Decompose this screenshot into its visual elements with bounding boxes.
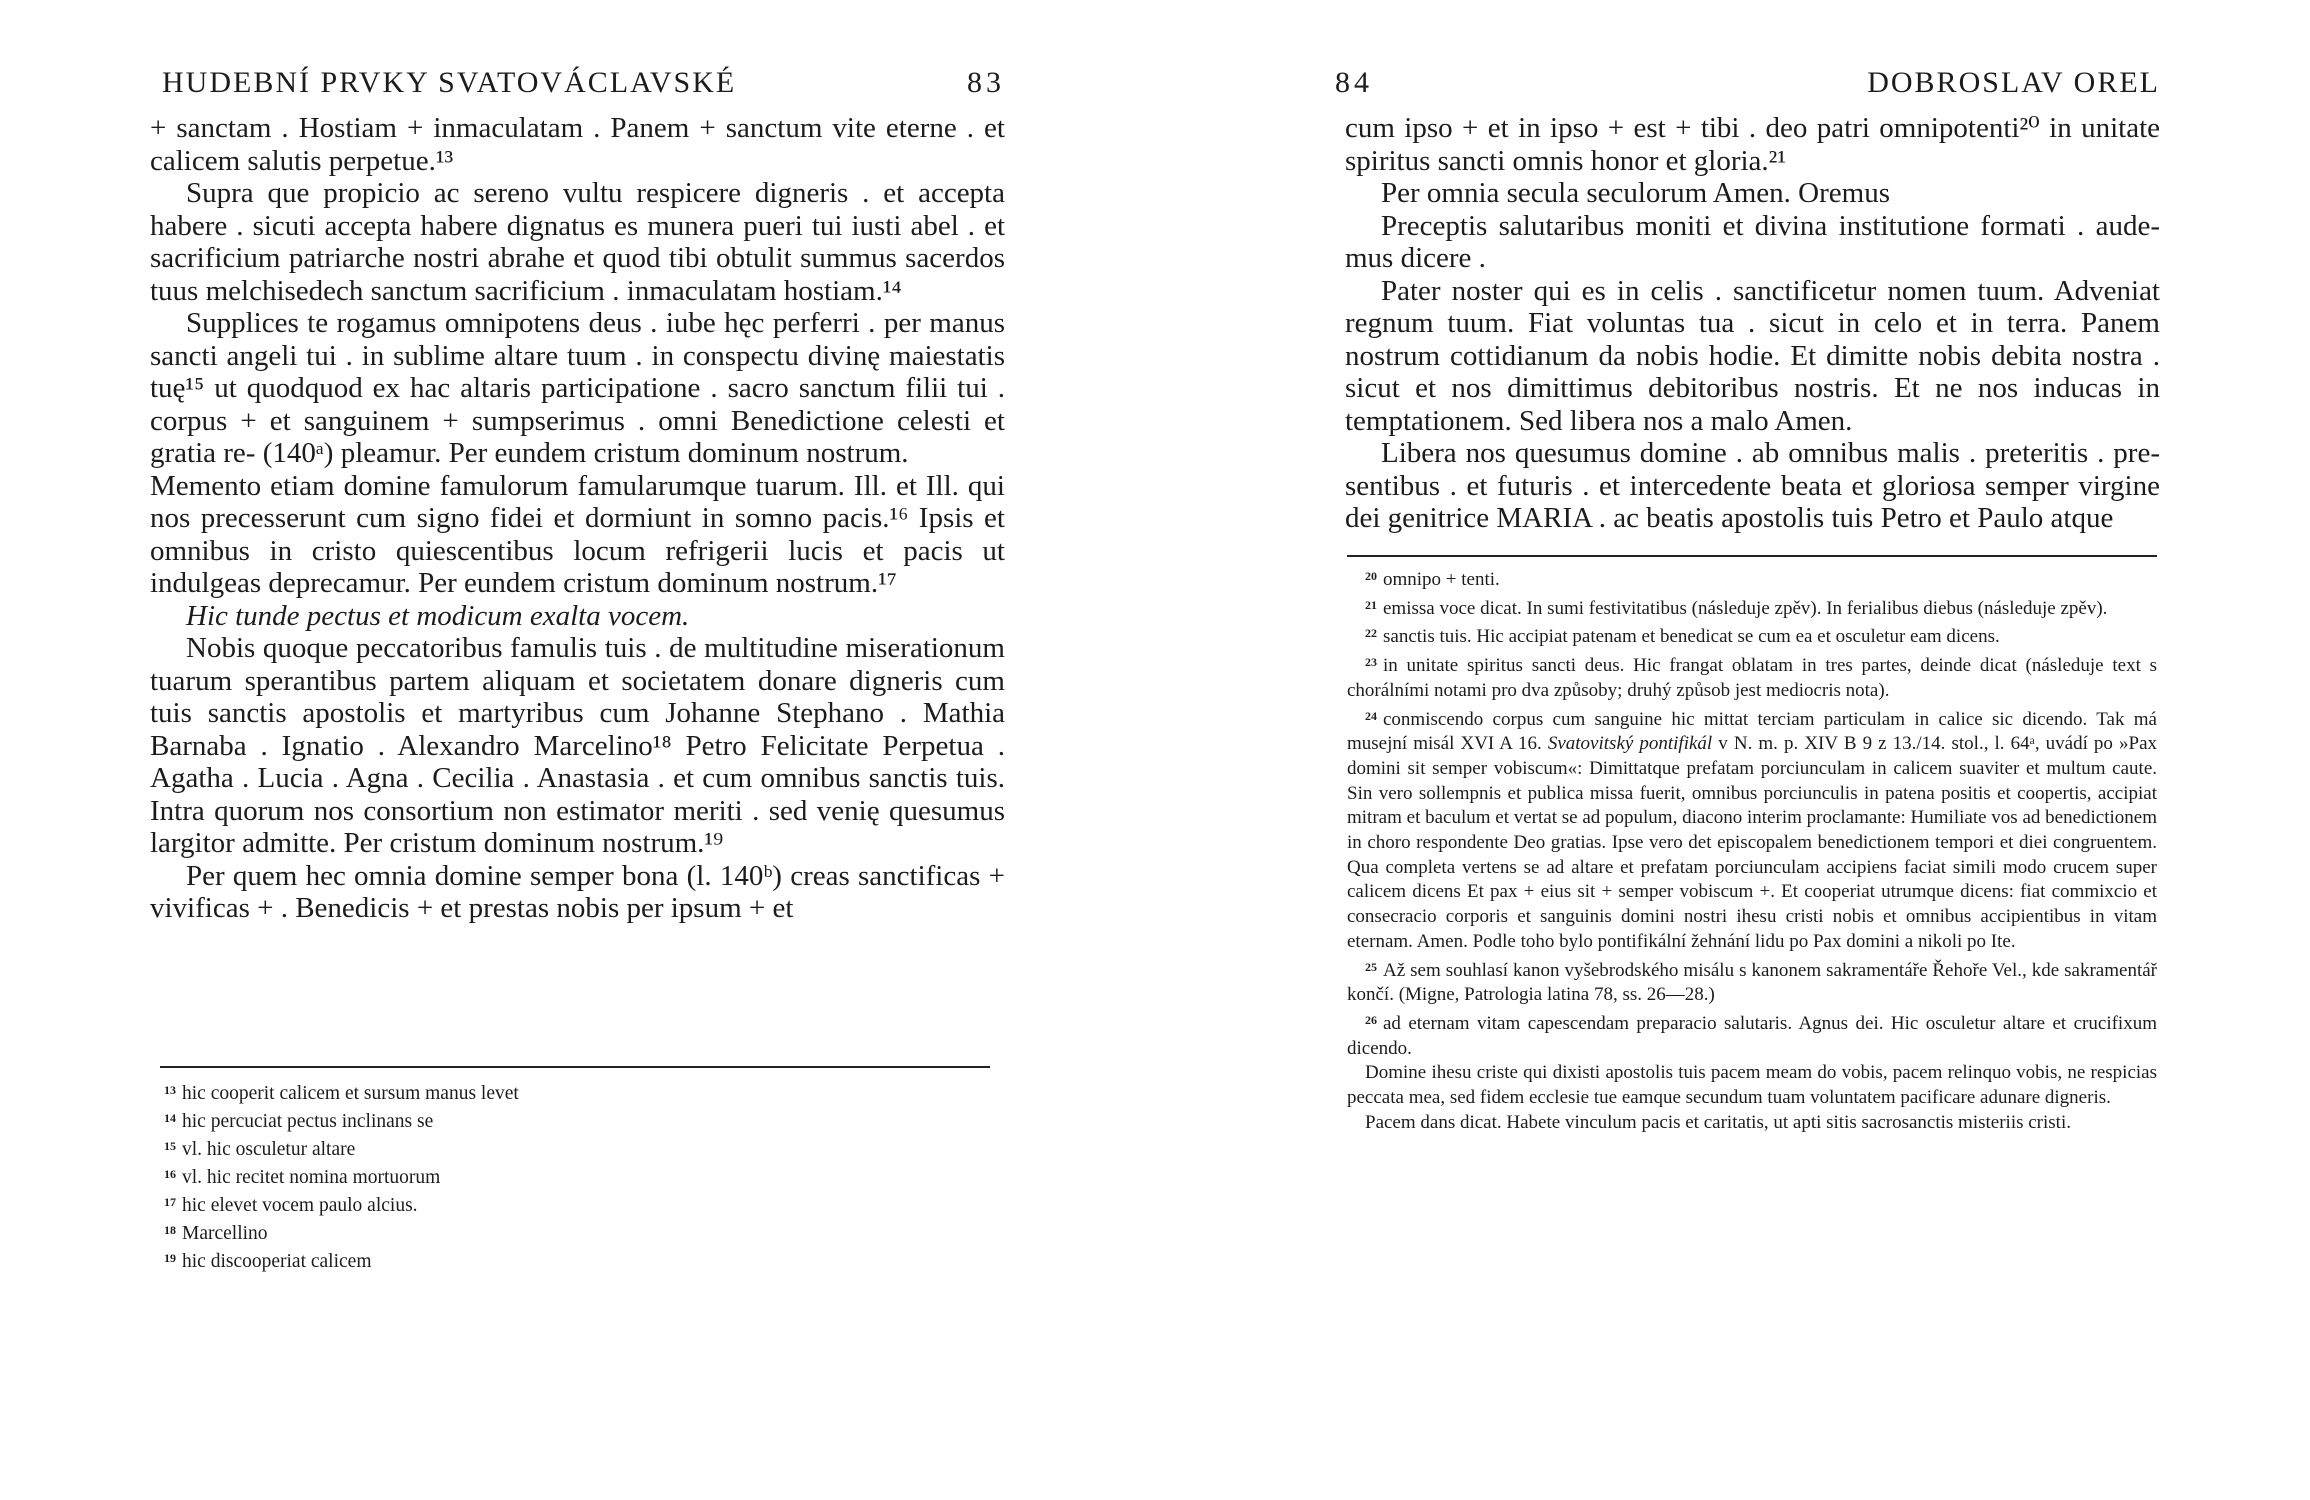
running-title: HUDEBNÍ PRVKY SVATOVÁCLAVSKÉ [162, 66, 737, 99]
left-footnotes [164, 1078, 984, 1274]
footnote-text: hic percuciat pectus inclinans se [182, 1111, 434, 1132]
paragraph: Per omnia secula seculorum Amen. Oremus [1381, 177, 1890, 209]
footnote-text: hic discooperiat calicem [182, 1251, 372, 1272]
paragraph: + sanctam . Hostiam + inmaculatam . Panem + sanctum vite eterne . et calicem salutis perpetue.¹³ [150, 112, 1005, 177]
paragraph: Preceptis salutaribus moniti et divina institutione formati . audemus dicere . [1345, 209, 2160, 274]
footnote-text: emissa voce dicat. In sumi festivitatibus (následuje zpěv). In ferialibus diebus (následuje zpěv). [1383, 597, 2108, 619]
footnote-text: sanctis tuis. Hic accipiat patenam et benedicat se cum ea et osculetur eam dicens. [1383, 626, 2000, 648]
footnote [164, 1246, 984, 1274]
footnote [1347, 593, 2157, 622]
footnote-number: 24 [1365, 708, 1377, 723]
footnote [1347, 704, 2157, 955]
footnote-text: vl. hic osculetur altare [182, 1139, 356, 1160]
footnote-text: ad eternam vitam capescendam preparacio salutaris. Agnus dei. Hic osculetur altare et crucifixum dicendo. [1347, 1012, 2157, 1059]
footnote [1347, 955, 2157, 1008]
footnote [164, 1218, 984, 1246]
footnote-number: 22 [1365, 626, 1377, 641]
right-page-body [1345, 112, 2160, 535]
footnote-text: Až sem souhlasí kanon vyšebrodského misálu s kanonem sakramentáře Řehoře Vel., kde sakramentář končí. (Migne, Patrologia latina 78, ss. 26—28.) [1347, 959, 2157, 1006]
footnote-number: 21 [1365, 597, 1377, 612]
footnote-number: 16 [164, 1167, 176, 1181]
paragraph: Libera nos quesumus domine . ab omnibus malis . preteritis . presentibus . et futuris . et intercedente beata et gloriosa semper virgine dei genitrice MARIA . ac beatis apostolis tuis Petro et Paulo atque [1345, 437, 2160, 534]
footnote-text: hic elevet vocem paulo alcius. [182, 1195, 418, 1216]
footnote-number: 17 [164, 1195, 176, 1209]
footnote-text: Marcellino [182, 1223, 268, 1244]
footnote-text: in unitate spiritus sancti deus. Hic frangat oblatam in tres partes, deinde dicat (následuje text s chorálními notami pro dva způsoby; druhý způsob jest mediocris nota). [1347, 655, 2157, 701]
footnote-number: 26 [1365, 1012, 1377, 1027]
footnote [1347, 564, 2157, 593]
rubric-italic: Hic tunde pectus et modicum exalta vocem. [186, 599, 690, 632]
paragraph: Memento etiam domine famulorum famularumque tuarum. Ill. et Ill. qui nos precesserunt cum signo fidei et dormiunt in somno pacis.¹⁶ Ipsis et omnibus in cristo quiescentibus locum refrigerii lucis et pacis ut indulgeas deprecamur. Per eundem cristum dominum nostrum.¹⁷ [150, 469, 1005, 599]
footnote-number: 23 [1365, 655, 1377, 670]
footnote [1347, 621, 2157, 650]
footnote-text: Domine ihesu criste qui dixisti apostolis tuis pacem meam do vobis, pacem relinquo vobis, ne respicias peccata mea, sed fidem ecclesie tue eamque secundum tuam voluntatem pacificare adunare digneris. [1347, 1062, 2157, 1109]
paragraph: Supra que propicio ac sereno vultu respicere digneris . et accepta habere . sicuti accepta habere dignatus es munera pueri tui iusti abel . et sacrificium patriarche nostri abrahe et quod tibi obtulit summus sacerdos tuus melchisedech sanctum sacrificium . inmaculatam hostiam.¹⁴ [150, 177, 1005, 307]
page-number: 83 [967, 66, 1005, 99]
page-number: 84 [1335, 66, 1373, 99]
running-title: DOBROSLAV OREL [1867, 66, 2160, 99]
footnote-divider [160, 1066, 990, 1068]
footnote-text: Pacem dans dicat. Habete vinculum pacis et caritatis, ut apti sitis sacrosanctis misteriis cristi. [1365, 1111, 2071, 1133]
footnote-continuation [1347, 1111, 2157, 1136]
footnote [164, 1106, 984, 1134]
footnote [164, 1134, 984, 1162]
paragraph: cum ipso + et in ipso + est + tibi . deo patri omnipotenti²⁰ in unitate spiritus sancti omnis honor et gloria.²¹ [1345, 112, 2160, 177]
left-page-header [150, 66, 1005, 106]
footnote-text: hic cooperit calicem et sursum manus levet [182, 1083, 519, 1104]
footnote-number: 14 [164, 1111, 176, 1125]
left-page-body [150, 112, 1005, 925]
paragraph: Nobis quoque peccatoribus famulis tuis . de multitudine miserationum tuarum sperantibus partem aliquam et societatem donare digneris cum tuis sanctis apostolis et martyribus cum Johanne Stephano . Mathia Barnaba . Ignatio . Alexandro Marcelino¹⁸ Petro Felicitate Perpetua . Agatha . Lucia . Agna . Cecilia . Anastasia . et cum omnibus sanctis tuis. Intra quorum nos consortium non estimator meriti . sed venię quesumus largitor admitte. Per cristum dominum nostrum.¹⁹ [150, 632, 1005, 859]
right-footnotes [1347, 564, 2157, 1135]
footnote [1347, 1008, 2157, 1061]
footnote-number: 18 [164, 1223, 176, 1237]
footnote-number: 20 [1365, 569, 1377, 583]
footnote-number: 13 [164, 1083, 176, 1097]
footnote-number: 19 [164, 1251, 176, 1265]
paragraph: Per quem hec omnia domine semper bona (l. 140ᵇ) creas sanctificas + vivificas + . Benedicis + et prestas nobis per ipsum + et [150, 859, 1005, 924]
footnote-continuation [1347, 1061, 2157, 1110]
footnote-text: omnipo + tenti. [1383, 569, 1500, 590]
footnote-text: vl. hic recitet nomina mortuorum [182, 1167, 441, 1188]
footnote-number: 15 [164, 1139, 176, 1153]
footnote-text: v N. m. p. XIV B 9 z 13./14. stol., l. 64ᵃ, uvádí po »Pax domini sit semper vobiscum«: Dimittatque prefatam porciunculam in calicem suaviter et multum caute. Sin vero sollempnis et publica missa fuerit, omnibus porciunculis in patena positis et coopertis, accipiat mitram et baculum et vertat se ad populum, diacono interim proclamante: Humiliate vos ad benedictionem in choro respondente Deo gratias. Ipse vero det episcopalem benedictionem tempori et diei congruentem. Qua completa vertens se ad altare et prefatam porciunculam accipiens faciat simili modo crucem super calicem dicens Et pax + eius sit + semper vobiscum +. Et cooperiat utrumque dicens: fiat commixcio et consecracio corporis et sanguinis domini nostri ihesu cristi nobis et omnibus accipientibus in vitam eternam. Amen. Podle toho bylo pontifikální žehnání lidu po Pax domini a nikoli po Ite. [1347, 733, 2158, 952]
paragraph: Pater noster qui es in celis . sanctificetur nomen tuum. Adveniat regnum tuum. Fiat voluntas tua . sicut in celo et in terra. Panem nostrum cottidianum da nobis hodie. Et dimitte nobis debita nostra . sicut et nos dimittimus debitoribus nostris. Et ne nos inducas in temptationem. Sed libera nos a malo Amen. [1345, 274, 2160, 437]
footnote [164, 1078, 984, 1106]
footnote-italic-title: Svatovitský pontifikál [1547, 733, 1713, 755]
footnote-number: 25 [1365, 959, 1377, 974]
footnote [164, 1190, 984, 1218]
footnote [164, 1162, 984, 1190]
footnote [1347, 650, 2157, 703]
footnote-divider [1347, 555, 2157, 557]
right-page-header [1335, 66, 2160, 106]
paragraph: Supplices te rogamus omnipotens deus . iube hęc perferri . per manus sancti angeli tui . in sublime altare tuum . in conspectu divinę maiestatis tuę¹⁵ ut quodquod ex hac altaris participatione . sacro sanctum filii tui . corpus + et sanguinem + sumpserimus . omni Benedictione celesti et gratia re- (140ᵃ) pleamur. Per eundem cristum dominum nostrum. [150, 307, 1005, 469]
footnote-text: conmiscendo corpus cum sanguine hic mittat terciam particulam in calice sic dicendo. Tak má musejní misál XVI A 16. [1347, 708, 2157, 755]
